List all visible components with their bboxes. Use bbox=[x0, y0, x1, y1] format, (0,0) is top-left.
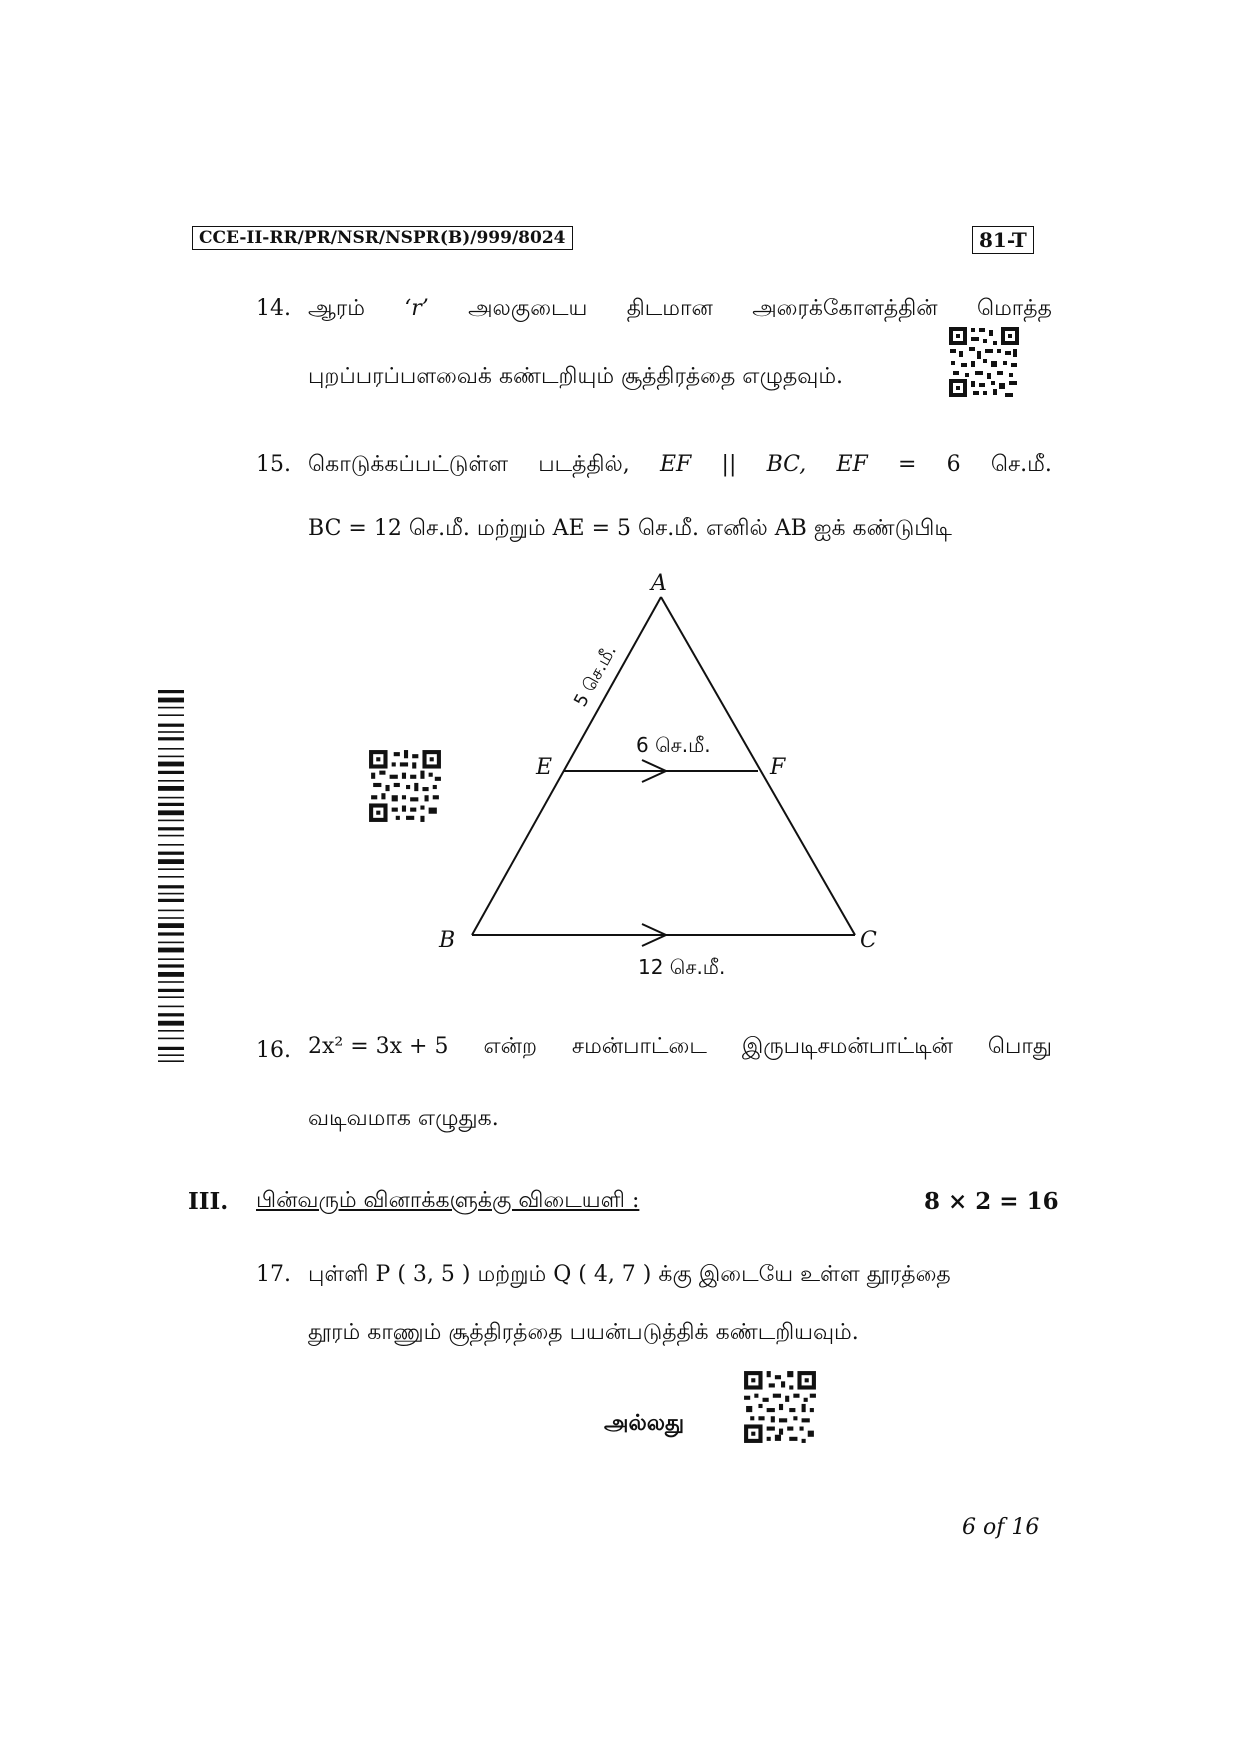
q15-line2: BC = 12 செ.மீ. மற்றும் AE = 5 செ.மீ. எனில் AB ஐக் கண்டுபிடி bbox=[308, 516, 952, 541]
q17-line1: புள்ளி P ( 3, 5 ) மற்றும் Q ( 4, 7 ) க்கு இடையே உள்ள தூரத்தை bbox=[308, 1262, 951, 1287]
q15-w6: EF bbox=[836, 452, 868, 477]
q15-w4: || bbox=[721, 452, 737, 477]
q14-w1: ஆரம் bbox=[308, 296, 365, 321]
section-marks: 8 × 2 = 16 bbox=[924, 1188, 1059, 1215]
q16-w3: சமன்பாட்டை bbox=[571, 1034, 707, 1059]
q14-w6: மொத்த bbox=[976, 296, 1052, 321]
q15-w9: செ.மீ. bbox=[990, 452, 1052, 477]
q15-number: 15. bbox=[256, 452, 291, 477]
vertex-a-label: A bbox=[651, 571, 667, 596]
ef-length-label: 6 செ.மீ. bbox=[636, 733, 711, 757]
q16-number: 16. bbox=[256, 1038, 291, 1063]
q14-w3: அலகுடைய bbox=[468, 296, 588, 321]
point-e-label: E bbox=[536, 755, 553, 780]
point-f-label: F bbox=[770, 755, 786, 780]
paper-code: CCE-II-RR/PR/NSR/NSPR(B)/999/8024 bbox=[192, 226, 573, 250]
q16-line1 bbox=[308, 1034, 1052, 1062]
q17-number: 17. bbox=[256, 1262, 291, 1287]
vertex-c-label: C bbox=[860, 928, 877, 953]
q15-w8: 6 bbox=[946, 452, 961, 477]
q16-w2: என்ற bbox=[483, 1034, 537, 1059]
paper-number: 81-T bbox=[972, 226, 1034, 254]
q16-w4: இருபடிசமன்பாட்டின் bbox=[741, 1034, 953, 1059]
qr-code-icon bbox=[742, 1369, 818, 1445]
q15-w1: கொடுக்கப்பட்டுள்ள bbox=[308, 452, 509, 477]
qr-code-icon bbox=[367, 748, 443, 824]
q14-w5: அரைக்கோளத்தின் bbox=[752, 296, 938, 321]
section-roman: III. bbox=[188, 1188, 229, 1215]
q14-line2: புறப்பரப்பளவைக் கண்டறியும் சூத்திரத்தை எழுதவும். bbox=[308, 364, 844, 389]
q14-number: 14. bbox=[256, 296, 291, 321]
q15-w3: EF bbox=[660, 452, 692, 477]
q16-line2: வடிவமாக எழுதுக. bbox=[308, 1106, 499, 1131]
or-label: அல்லது bbox=[604, 1410, 685, 1436]
bc-length-label: 12 செ.மீ. bbox=[638, 955, 726, 979]
q15-w2: படத்தில், bbox=[538, 452, 630, 477]
q16-equation: 2x² = 3x + 5 bbox=[308, 1034, 449, 1059]
section-title: பின்வரும் வினாக்களுக்கு விடையளி : bbox=[256, 1188, 640, 1213]
q16-w5: பொது bbox=[987, 1034, 1052, 1059]
q17-line2: தூரம் காணும் சூத்திரத்தை பயன்படுத்திக் கண்டறியவும். bbox=[308, 1320, 859, 1345]
q15-w5: BC, bbox=[766, 452, 807, 477]
page-number: 6 of 16 bbox=[962, 1515, 1040, 1540]
q15-w7: = bbox=[897, 452, 917, 477]
barcode-icon bbox=[158, 690, 184, 1062]
vertex-b-label: B bbox=[439, 928, 456, 953]
q14-w2: ‘r’ bbox=[404, 296, 429, 321]
q14-w4: திடமான bbox=[626, 296, 713, 321]
ae-length-label: 5 செ.மீ. bbox=[570, 641, 621, 711]
